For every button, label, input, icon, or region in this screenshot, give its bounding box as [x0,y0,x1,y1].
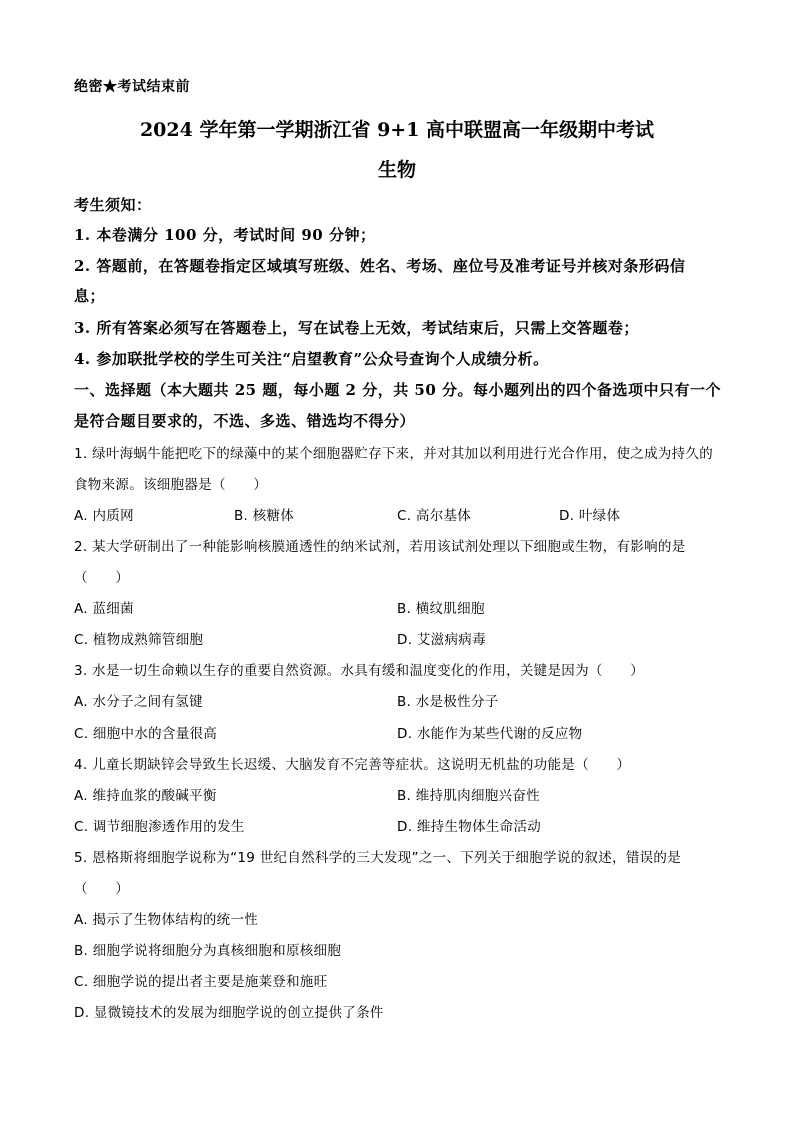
question-5-stem-cont: （ ） [74,881,130,897]
section-heading-cont: 是符合题目要求的，不选、多选、错选均不得分） [74,412,416,430]
question-1-option-b: B. 核糖体 [234,508,295,524]
question-1-option-d: D. 叶绿体 [559,508,621,524]
question-2-stem: 2. 某大学研制出了一种能影响核膜通透性的纳米试剂，若用该试剂处理以下细胞或生物，有影响的是 [74,539,686,555]
exam-title: 2024 学年第一学期浙江省 9+1 高中联盟高一年级期中考试 [139,119,655,141]
question-2-option-d: D. 艾滋病病毒 [397,632,486,648]
question-4-option-a: A. 维持血浆的酸碱平衡 [74,788,217,804]
question-4-option-d: D. 维持生物体生命活动 [397,819,542,835]
question-2-option-a: A. 蓝细菌 [74,601,134,617]
notice-item: 2. 答题前，在答题卷指定区域填写班级、姓名、考场、座位号及准考证号并核对条形码信 [74,257,686,275]
question-5-option-b: B. 细胞学说将细胞分为真核细胞和原核细胞 [74,943,342,959]
question-5-stem: 5. 恩格斯将细胞学说称为“19 世纪自然科学的三大发现”之一、下列关于细胞学说的叙述，错误的是 [74,850,682,866]
notice-item: 息； [74,287,106,305]
question-3-option-b: B. 水是极性分子 [397,694,499,710]
notice-item: 1. 本卷满分 100 分，考试时间 90 分钟； [74,226,376,244]
question-1-option-a: A. 内质网 [74,508,134,524]
question-4-stem: 4. 儿童长期缺锌会导致生长迟缓、大脑发育不完善等症状。这说明无机盐的功能是（ ） [74,757,631,773]
question-5-option-c: C. 细胞学说的提出者主要是施莱登和施旺 [74,974,328,990]
question-5-option-a: A. 揭示了生物体结构的统一性 [74,912,259,928]
confidential-label: 绝密★考试结束前 [74,79,190,95]
question-1-stem-cont: 食物来源。该细胞器是（ ） [74,477,268,493]
question-3-option-d: D. 水能作为某些代谢的反应物 [397,726,583,742]
question-4-option-b: B. 维持肌肉细胞兴奋性 [397,788,540,804]
notice-item: 3. 所有答案必须写在答题卷上，写在试卷上无效，考试结束后，只需上交答题卷； [74,319,639,337]
question-3-stem: 3. 水是一切生命赖以生存的重要自然资源。水具有缓和温度变化的作用，关键是因为（ ） [74,663,645,679]
question-1-stem: 1. 绿叶海蜗牛能把吃下的绿藻中的某个细胞器贮存下来，并对其加以利用进行光合作用，使之成为持久的 [74,446,714,462]
notice-heading: 考生须知： [74,196,152,214]
question-3-option-c: C. 细胞中水的含量很高 [74,726,218,742]
notice-item: 4. 参加联批学校的学生可关注“启望教育”公众号查询个人成绩分析。 [74,350,549,368]
question-3-option-a: A. 水分子之间有氢键 [74,694,203,710]
question-1-option-c: C. 高尔基体 [397,508,472,524]
question-2-stem-cont: （ ） [74,570,130,586]
subject-title: 生物 [377,159,416,181]
section-heading: 一、选择题（本大题共 25 题，每小题 2 分，共 50 分。每小题列出的四个备选项中只有一个 [74,381,722,399]
question-4-option-c: C. 调节细胞渗透作用的发生 [74,819,245,835]
question-5-option-d: D. 显微镜技术的发展为细胞学说的创立提供了条件 [74,1005,384,1021]
question-2-option-c: C. 植物成熟筛管细胞 [74,632,204,648]
question-2-option-b: B. 横纹肌细胞 [397,601,485,617]
